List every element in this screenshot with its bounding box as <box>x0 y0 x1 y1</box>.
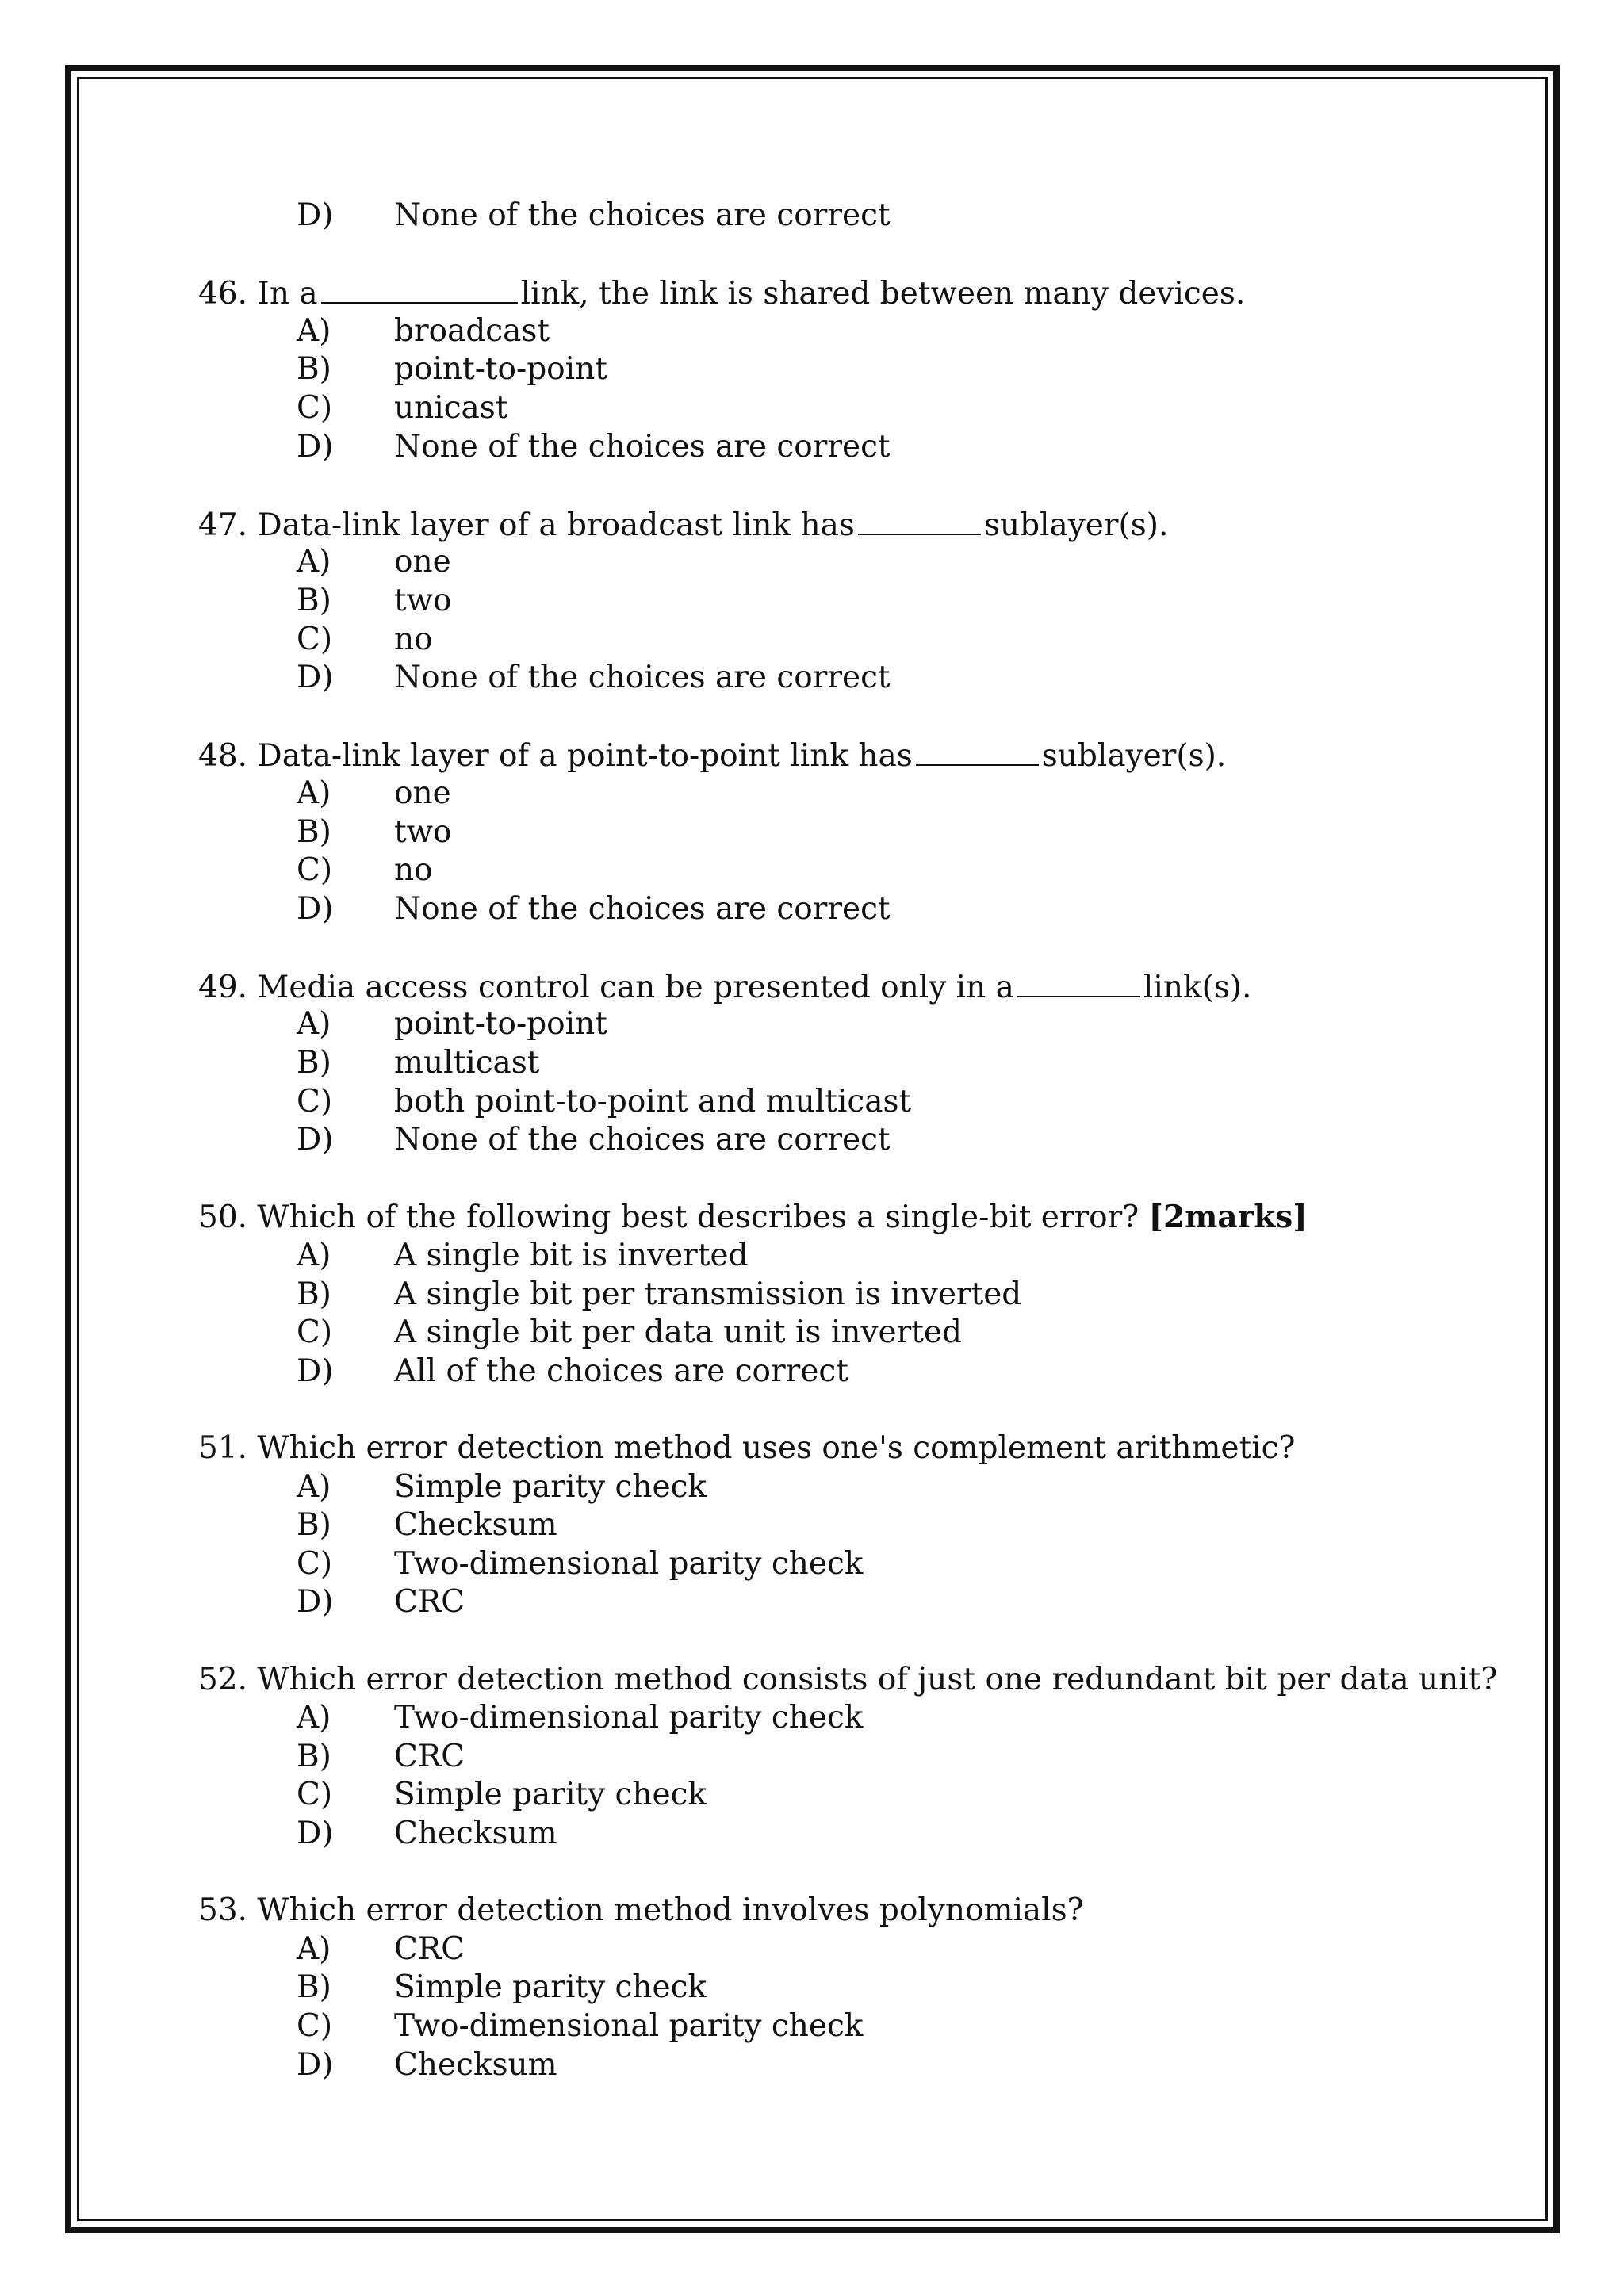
question-52 <box>198 1661 1499 1854</box>
question-46 <box>198 274 1499 466</box>
question-48 <box>198 736 1499 928</box>
question-stem: 53. Which error detection method involves polynomials? <box>198 1892 1084 1929</box>
option-b: B) CRC <box>297 1738 465 1774</box>
question-stem: 47. Data-link layer of a broadcast link has sublayer(s). <box>198 505 1499 544</box>
question-stem: 48. Data-link layer of a point-to-point link has sublayer(s). <box>198 736 1499 775</box>
answer-blank <box>916 736 1039 766</box>
question-stem: 50. Which of the following best describes a single-bit error? [2marks] <box>198 1199 1308 1236</box>
option-c: C) both point-to-point and multicast <box>297 1083 912 1119</box>
option-c: C) unicast <box>297 389 508 426</box>
option-d: D) None of the choices are correct <box>297 660 891 696</box>
option-d: D) Checksum <box>297 2046 557 2083</box>
option-d <box>198 197 1499 235</box>
option-b: B) Simple parity check <box>297 1969 707 2006</box>
option-d: D) Checksum <box>297 1815 557 1851</box>
option-a: A) Two-dimensional parity check <box>297 1700 864 1736</box>
option-c: C) Simple parity check <box>297 1777 707 1813</box>
question-stem: 46. In a link, the link is shared between many devices. <box>198 274 1499 312</box>
option-a: A) one <box>297 544 451 580</box>
option-c: C) Two-dimensional parity check <box>297 2007 864 2044</box>
question-list <box>198 197 1499 2123</box>
option-a: A) point-to-point <box>297 1006 607 1043</box>
option-b: B) point-to-point <box>297 351 607 388</box>
option-d: D) None of the choices are correct <box>297 890 891 927</box>
question-51 <box>198 1429 1499 1622</box>
option-text: None of the choices are correct <box>394 197 891 233</box>
answer-blank <box>858 505 981 535</box>
option-b: B) multicast <box>297 1045 540 1081</box>
option-b: B) two <box>297 582 452 618</box>
question-47 <box>198 505 1499 698</box>
question-53 <box>198 1892 1499 2084</box>
option-c: C) Two-dimensional parity check <box>297 1545 864 1582</box>
question-50 <box>198 1198 1499 1391</box>
option-c: C) no <box>297 621 433 657</box>
question-stem: 51. Which error detection method uses one's complement arithmetic? <box>198 1430 1296 1466</box>
option-a: A) A single bit is inverted <box>297 1238 749 1274</box>
option-a: A) Simple parity check <box>297 1468 707 1505</box>
option-a: A) broadcast <box>297 312 550 349</box>
option-b: B) two <box>297 813 452 850</box>
option-d: D) None of the choices are correct <box>297 428 891 465</box>
answer-blank <box>1017 967 1140 997</box>
marks-label: [2marks] <box>1148 1199 1308 1236</box>
option-b: B) A single bit per transmission is inverted <box>297 1276 1022 1312</box>
option-d: D) CRC <box>297 1584 465 1621</box>
option-d: D) None of the choices are correct <box>297 1122 891 1158</box>
question-stem: 52. Which error detection method consists of just one redundant bit per data unit? <box>198 1661 1498 1697</box>
question-45-continued <box>198 197 1499 235</box>
question-stem: 49. Media access control can be presented only in a link(s). <box>198 967 1499 1006</box>
option-a: A) one <box>297 775 451 811</box>
option-a: A) CRC <box>297 1931 465 1967</box>
option-letter: D) <box>297 197 334 233</box>
question-49 <box>198 967 1499 1160</box>
answer-blank <box>321 274 518 304</box>
option-c: C) A single bit per data unit is inverted <box>297 1314 962 1351</box>
option-c: C) no <box>297 852 433 889</box>
option-d: D) All of the choices are correct <box>297 1353 848 1389</box>
option-b: B) Checksum <box>297 1507 557 1544</box>
